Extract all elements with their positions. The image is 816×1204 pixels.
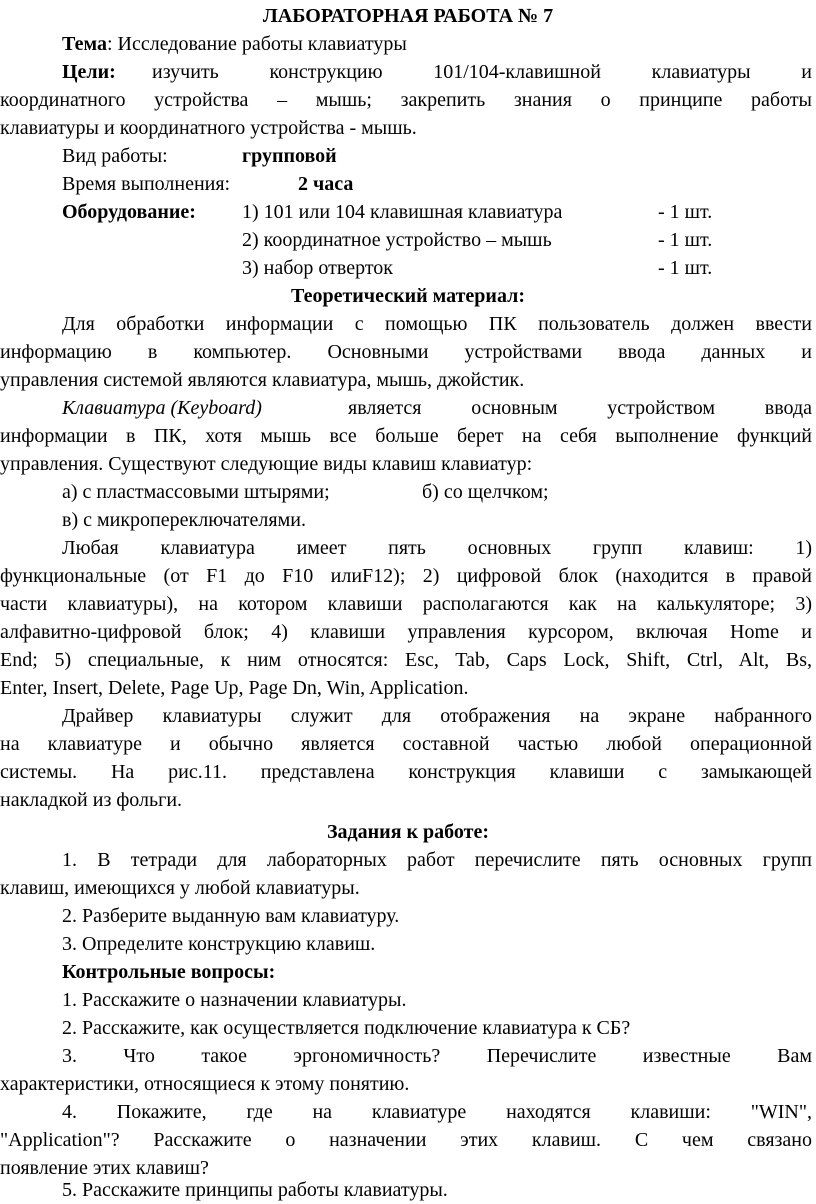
equipment-qty-1: - 1 шт.: [658, 201, 713, 223]
theory-p4-line-2: на клавиатуре и обычно является составной частью любой операционной: [0, 733, 812, 755]
goals-label: Цели:: [62, 61, 116, 83]
theory-p4-line-4: накладкой из фольги.: [0, 789, 183, 811]
key-type-a: а) с пластмассовыми штырями;: [62, 481, 330, 503]
theory-p2-line-3: управления. Существуют следующие виды клавиш клавиатур:: [0, 453, 533, 475]
task-1-line-1: 1. В тетради для лабораторных работ перечислите пять основных групп: [62, 849, 812, 871]
question-3-line-2: характеристики, относящиеся к этому понятию.: [0, 1073, 410, 1095]
equipment-qty-3: - 1 шт.: [658, 257, 713, 279]
task-3: 3. Определите конструкцию клавиш.: [62, 933, 376, 955]
question-2: 2. Расскажите, как осуществляется подключение клавиатура к СБ?: [62, 1017, 631, 1039]
theory-p1-line-3: управления системой являются клавиатура, мышь, джойстик.: [0, 369, 525, 391]
questions-heading: Контрольные вопросы:: [62, 961, 276, 983]
equipment-label: Оборудование:: [62, 201, 196, 223]
time-label: Время выполнения:: [62, 173, 231, 195]
work-type-label: Вид работы:: [62, 145, 168, 167]
theory-p3-line-3: части клавиатуры), на котором клавиши располагаются как на калькуляторе; 3): [0, 593, 812, 615]
task-1-line-2: клавиш, имеющихся у любой клавиатуры.: [0, 877, 360, 899]
theme-text: : Исследование работы клавиатуры: [106, 33, 407, 55]
question-4-line-1: 4. Покажите, где на клавиатуре находятся клавиши: "WIN",: [62, 1101, 812, 1123]
theory-p2-line-1: является основным устройством ввода: [348, 397, 812, 419]
question-3-line-1: 3. Что такое эргономичность? Перечислите известные Вам: [62, 1045, 812, 1067]
theory-p3-line-6: Enter, Insert, Delete, Page Up, Page Dn, Win, Application.: [0, 677, 469, 699]
theory-p1-line-1: Для обработки информации с помощью ПК пользователь должен ввести: [62, 313, 812, 335]
theory-p3-line-4: алфавитно-цифровой блок; 4) клавиши управления курсором, включая Home и: [0, 621, 812, 643]
theory-heading: Теоретический материал:: [290, 285, 526, 307]
goals-line-2: координатного устройства – мышь; закрепить знания о принципе работы: [0, 89, 812, 111]
theme-label: Тема: [62, 33, 107, 55]
theory-p4-line-3: системы. На рис.11. представлена конструкция клавиши с замыкающей: [0, 761, 812, 783]
theory-p3-line-1: Любая клавиатура имеет пять основных групп клавиш: 1): [62, 537, 812, 559]
theory-p2-line-2: информации в ПК, хотя мышь все больше берет на себя выполнение функций: [0, 425, 812, 447]
tasks-heading: Задания к работе:: [326, 821, 490, 843]
theory-p3-line-5: End; 5) специальные, к ним относятся: Esc, Tab, Caps Lock, Shift, Ctrl, Alt, Bs,: [0, 649, 812, 671]
key-type-b: б) со щелчком;: [422, 481, 549, 503]
equipment-item-3: 3) набор отверток: [242, 257, 394, 279]
theme-line: [0, 30, 816, 58]
question-1: 1. Расскажите о назначении клавиатуры.: [62, 989, 407, 1011]
work-type-value: групповой: [242, 145, 337, 167]
goals-line-3: клавиатуры и координатного устройства - мышь.: [0, 117, 417, 139]
equipment-qty-2: - 1 шт.: [658, 229, 713, 251]
keyboard-term: Клавиатура (Keyboard): [62, 397, 262, 419]
theory-p4-line-1: Драйвер клавиатуры служит для отображения на экране набранного: [62, 705, 812, 727]
time-value: 2 часа: [298, 173, 354, 195]
theory-p1-line-2: информацию в компьютер. Основными устройствами ввода данных и: [0, 341, 812, 363]
key-type-c: в) с микропереключателями.: [62, 509, 306, 531]
goals-line-1: изучить конструкцию 101/104-клавишной клавиатуры и: [152, 61, 812, 83]
question-4-line-3: появление этих клавиш?: [0, 1157, 209, 1179]
equipment-item-2: 2) координатное устройство – мышь: [242, 229, 552, 251]
page-title: ЛАБОРАТОРНАЯ РАБОТА № 7: [262, 5, 554, 27]
task-2: 2. Разберите выданную вам клавиатуру.: [62, 905, 400, 927]
theory-p3-line-2: функциональные (от F1 до F10 илиF12); 2) цифровой блок (находится в правой: [0, 565, 812, 587]
equipment-item-1: 1) 101 или 104 клавишная клавиатура: [242, 201, 563, 223]
question-4-line-2: "Application"? Расскажите о назначении этих клавиш. С чем связано: [0, 1129, 812, 1151]
question-5: 5. Расскажите принципы работы клавиатуры.: [62, 1179, 448, 1201]
